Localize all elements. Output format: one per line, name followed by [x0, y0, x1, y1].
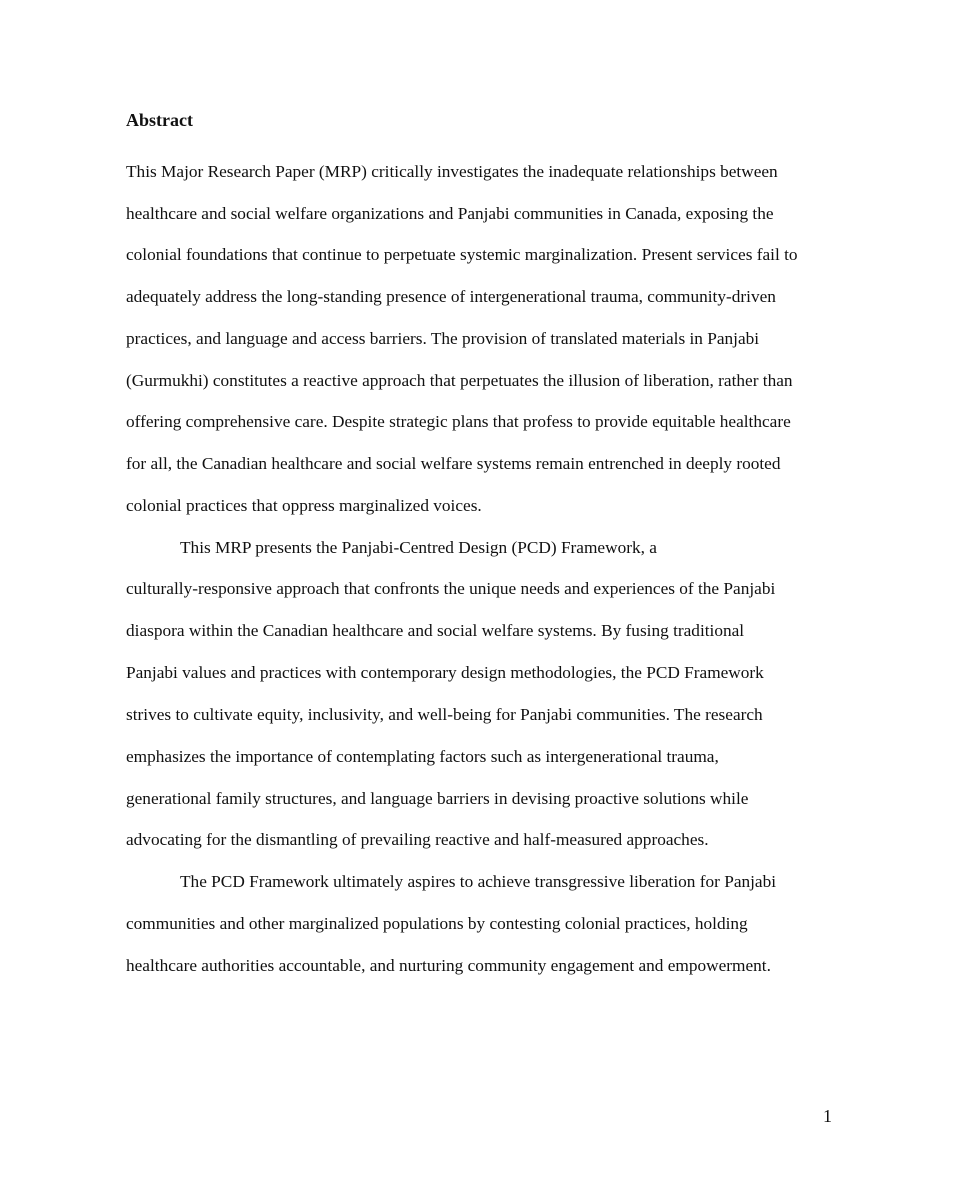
paragraph-2-line: generational family structures, and language barriers in devising proactive solutions while [126, 789, 749, 808]
paragraph-3-line: healthcare authorities accountable, and nurturing community engagement and empowerment. [126, 956, 771, 975]
paragraph-2-line: Panjabi values and practices with contemporary design methodologies, the PCD Framework [126, 663, 764, 682]
paragraph-1-line: colonial practices that oppress marginalized voices. [126, 496, 482, 515]
paragraph-1-line: practices, and language and access barriers. The provision of translated materials in Panjabi [126, 329, 760, 348]
paragraph-2-line: diaspora within the Canadian healthcare and social welfare systems. By fusing traditional [126, 621, 745, 640]
paragraph-1-line: colonial foundations that continue to perpetuate systemic marginalization. Present services fail to [126, 245, 798, 264]
paragraph-1-line: for all, the Canadian healthcare and social welfare systems remain entrenched in deeply rooted [126, 454, 781, 473]
paragraph-2-line: This MRP presents the Panjabi-Centred Design (PCD) Framework, a [180, 538, 657, 557]
abstract-heading: Abstract [126, 110, 193, 130]
paragraph-2-line: culturally-responsive approach that confronts the unique needs and experiences of the Panjabi [126, 579, 776, 598]
paragraph-2-line: strives to cultivate equity, inclusivity, and well-being for Panjabi communities. The research [126, 705, 763, 724]
paragraph-1-line: offering comprehensive care. Despite strategic plans that profess to provide equitable healthcare [126, 412, 791, 431]
paragraph-1-line: adequately address the long-standing presence of intergenerational trauma, community-driven [126, 287, 776, 306]
paragraph-2-line: emphasizes the importance of contemplating factors such as intergenerational trauma, [126, 747, 719, 766]
page-number: 1 [823, 1106, 832, 1126]
paragraph-2-line: advocating for the dismantling of prevailing reactive and half-measured approaches. [126, 830, 709, 849]
paragraph-1-line: (Gurmukhi) constitutes a reactive approach that perpetuates the illusion of liberation, rather than [126, 371, 793, 390]
paragraph-3-line: communities and other marginalized populations by contesting colonial practices, holding [126, 914, 748, 933]
paragraph-3-line: The PCD Framework ultimately aspires to achieve transgressive liberation for Panjabi [180, 872, 777, 891]
paragraph-1-line: This Major Research Paper (MRP) critically investigates the inadequate relationships between [126, 162, 778, 181]
paragraph-1-line: healthcare and social welfare organizations and Panjabi communities in Canada, exposing the [126, 204, 774, 223]
